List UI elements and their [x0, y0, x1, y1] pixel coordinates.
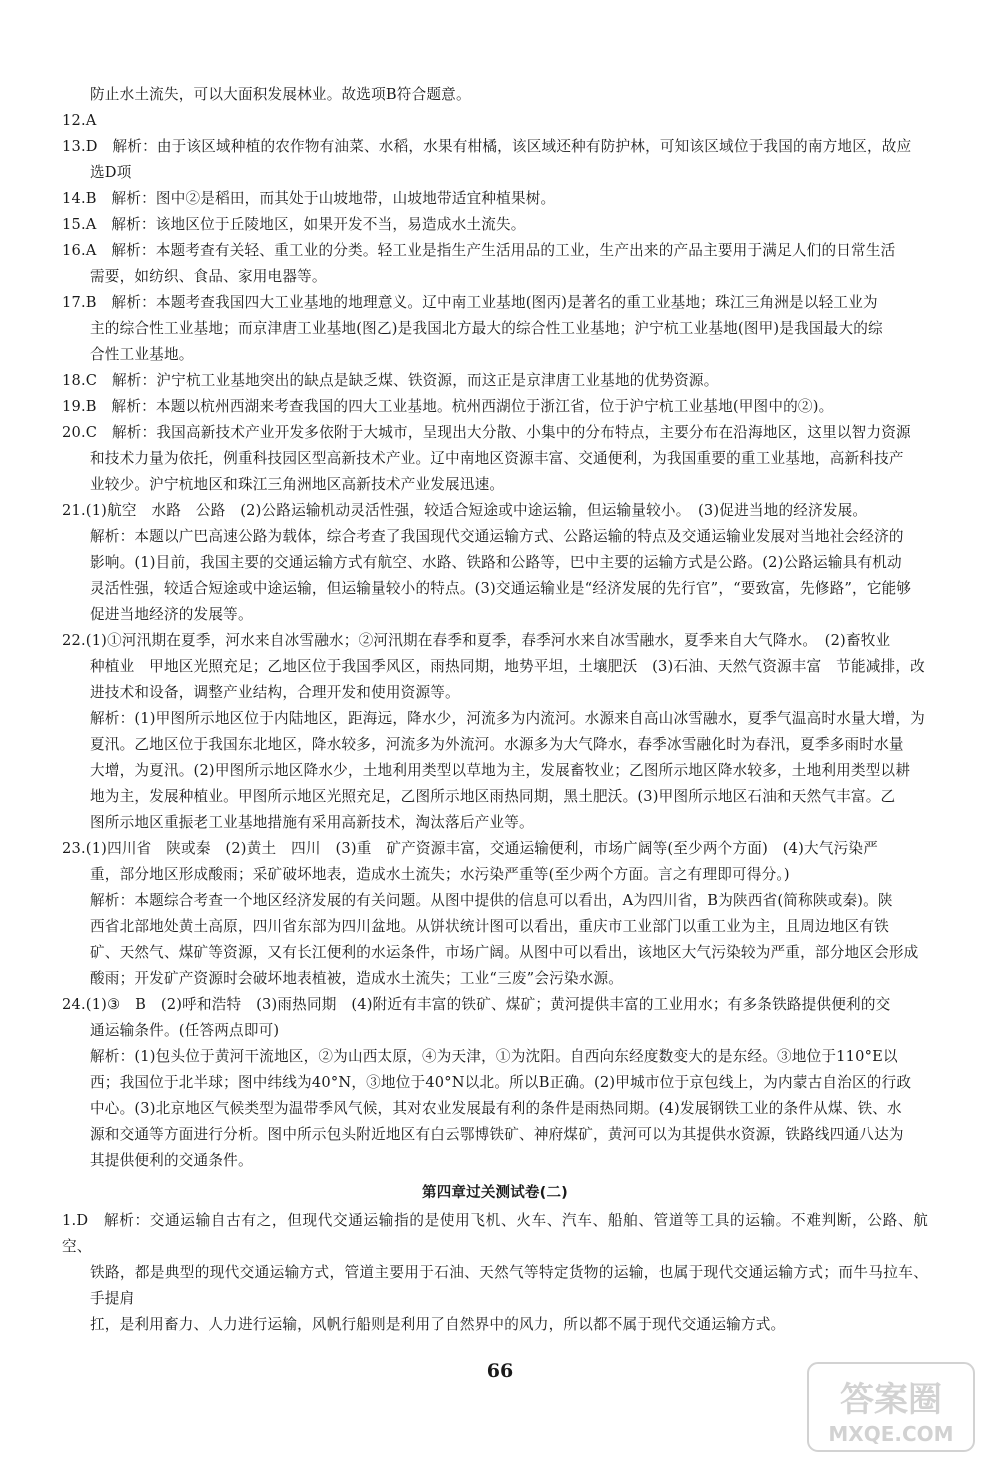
text-line: 防止水土流失，可以大面积发展林业。故选项B符合题意。: [90, 86, 471, 103]
text-line: 地为主，发展种植业。甲图所示地区光照充足，乙图所示地区雨热同期，黑土肥沃。(3)甲图所示地区石油和天然气丰富。乙: [90, 788, 896, 805]
text-line: 24.(1)③ B (2)呼和浩特 (3)雨热同期 (4)附近有丰富的铁矿、煤矿；黄河提供丰富的工业用水；有多条铁路提供便利的交: [62, 996, 891, 1013]
text-line: 解析：本题以广巴高速公路为载体，综合考查了我国现代交通运输方式、公路运输的特点及交通运输业发展对当地社会经济的: [90, 528, 904, 545]
text-line: 19.B 解析：本题以杭州西湖来考查我国的四大工业基地。杭州西湖位于浙江省，位于沪宁杭工业基地(甲图中的②)。: [62, 398, 834, 415]
text-line: 夏汛。乙地区位于我国东北地区，降水较多，河流多为外流河。水源多为大气降水，春季冰雪融化时为春汛，夏季多雨时水量: [90, 736, 904, 753]
text-line: 其提供便利的交通条件。: [90, 1152, 253, 1169]
text-line: 扛，是利用畜力、人力进行运输，风帆行船则是利用了自然界中的风力，所以都不属于现代交通运输方式。: [90, 1316, 786, 1333]
text-line: 23.(1)四川省 陕或秦 (2)黄土 四川 (3)重 矿产资源丰富，交通运输便利，市场广阔等(至少两个方面) (4)大气污染严: [62, 840, 878, 857]
watermark-text-1: 答案圈: [840, 1380, 942, 1420]
watermark-logo: [806, 1361, 976, 1453]
text-line: 17.B 解析：本题考查我国四大工业基地的地理意义。辽中南工业基地(图丙)是著名的重工业基地；珠江三角洲是以轻工业为: [62, 294, 878, 311]
text-line: 18.C 解析：沪宁杭工业基地突出的缺点是缺乏煤、铁资源，而这正是京津唐工业基地的优势资源。: [62, 372, 719, 389]
text-line: 21.(1)航空 水路 公路 (2)公路运输机动灵活性强，较适合短途或中途运输，但运输量较小。 (3)促进当地的经济发展。: [62, 502, 868, 519]
text-line: 主的综合性工业基地；而京津唐工业基地(图乙)是我国北方最大的综合性工业基地；沪宁杭工业基地(图甲)是我国最大的综: [90, 320, 883, 337]
text-line: 业较少。沪宁杭地区和珠江三角洲地区高新技术产业发展迅速。: [90, 476, 505, 493]
text-line: 西；我国位于北半球；图中纬线为40°N，③地位于40°N以北。所以B正确。(2)甲城市位于京包线上，为内蒙古自治区的行政: [90, 1074, 912, 1091]
text-line: 源和交通等方面进行分析。图中所示包头附近地区有白云鄂博铁矿、神府煤矿，黄河可以为其提供水资源，铁路线四通八达为: [90, 1126, 904, 1143]
text-line: 合性工业基地。: [90, 346, 194, 363]
page-number: 66: [486, 1360, 514, 1382]
answer-lines-section-2: [62, 1208, 928, 1338]
text-line: 选D项: [90, 164, 132, 181]
text-line: 西省北部地处黄土高原，四川省东部为四川盆地。从饼状统计图可以看出，重庆市工业部门以重工业为主，且周边地区有铁: [90, 918, 889, 935]
answer-content: [62, 82, 928, 1338]
text-line: 14.B 解析：图中②是稻田，而其处于山坡地带，山坡地带适宜种植果树。: [62, 190, 556, 207]
text-line: 大增，为夏汛。(2)甲图所示地区降水少，土地利用类型以草地为主，发展畜牧业；乙图所示地区降水较多，土地利用类型以耕: [90, 762, 911, 779]
text-line: 和技术力量为依托，例重科技园区型高新技术产业。辽中南地区资源丰富、交通便利，为我国重要的重工业基地，高新科技产: [90, 450, 904, 467]
text-line: 促进当地经济的发展等。: [90, 606, 253, 623]
text-line: 种植业 甲地区光照充足；乙地区位于我国季风区，雨热同期，地势平坦，土壤肥沃 (3)石油、天然气资源丰富 节能减排，改: [90, 658, 925, 675]
text-line: 15.A 解析：该地区位于丘陵地区，如果开发不当，易造成水土流失。: [62, 216, 526, 233]
watermark-text-2: MXQE.COM: [828, 1422, 954, 1446]
text-line: 22.(1)①河汛期在夏季，河水来自冰雪融水；②河汛期在春季和夏季，春季河水来自冰雪融水，夏季来自大气降水。 (2)畜牧业: [62, 632, 891, 649]
text-line: 13.D 解析：由于该区域种植的农作物有油菜、水稻，水果有柑橘，该区域还种有防护林，可知该区域位于我国的南方地区，故应: [62, 138, 912, 155]
text-line: 影响。(1)目前，我国主要的交通运输方式有航空、水路、铁路和公路等，巴中主要的运输方式是公路。(2)公路运输具有机动: [90, 554, 902, 571]
text-line: 进技术和设备，调整产业结构，合理开发和使用资源等。: [90, 684, 460, 701]
text-line: 灵活性强，较适合短途或中途运输，但运输量较小的特点。(3)交通运输业是“经济发展的先行官”，“要致富，先修路”，它能够: [90, 580, 912, 597]
text-line: 解析：(1)包头位于黄河干流地区，②为山西太原，④为天津，①为沈阳。自西向东经度数变大的是东经。③地位于110°E以: [90, 1048, 898, 1065]
text-line: 解析：本题综合考查一个地区经济发展的有关问题。从图中提供的信息可以看出，A为四川省，B为陕西省(简称陕或秦)。陕: [90, 892, 893, 909]
text-line: 酸雨；开发矿产资源时会破坏地表植被，造成水土流失；工业“三废”会污染水源。: [90, 970, 624, 987]
text-line: 通运输条件。(任答两点即可): [90, 1022, 280, 1039]
text-line: 解析：(1)甲图所示地区位于内陆地区，距海远，降水少，河流多为内流河。水源来自高山冰雪融水，夏季气温高时水量大增，为: [90, 710, 925, 727]
text-line: 1.D 解析：交通运输自古有之，但现代交通运输指的是使用飞机、火车、汽车、船舶、管道等工具的运输。不难判断，公路、航空、: [62, 1212, 928, 1255]
text-line: 20.C 解析：我国高新技术产业开发多依附于大城市，呈现出大分散、小集中的分布特点，主要分布在沿海地区，这里以智力资源: [62, 424, 911, 441]
text-line: 图所示地区重振老工业基地措施有采用高新技术，淘汰落后产业等。: [90, 814, 534, 831]
text-line: 矿、天然气、煤矿等资源，又有长江便利的水运条件，市场广阔。从图中可以看出，该地区大气污染较为严重，部分地区会形成: [90, 944, 919, 961]
text-line: 重，部分地区形成酸雨；采矿破坏地表，造成水土流失；水污染严重等(至少两个方面。言之有理即可得分。): [90, 866, 790, 883]
text-line: 需要，如纺织、食品、家用电器等。: [90, 268, 327, 285]
text-line: 中心。(3)北京地区气候类型为温带季风气候，其对农业发展最有利的条件是雨热同期。(4)发展钢铁工业的条件从煤、铁、水: [90, 1100, 902, 1117]
answer-lines: [62, 82, 928, 1174]
section-title: 第四章过关测试卷(二): [422, 1185, 568, 1201]
text-line: 铁路，都是典型的现代交通运输方式，管道主要用于石油、天然气等特定货物的运输，也属于现代交通运输方式；而牛马拉车、手提肩: [90, 1264, 928, 1307]
text-line: 16.A 解析：本题考查有关轻、重工业的分类。轻工业是指生产生活用品的工业，生产出来的产品主要用于满足人们的日常生活: [62, 242, 896, 259]
text-line: 12.A: [62, 112, 97, 129]
